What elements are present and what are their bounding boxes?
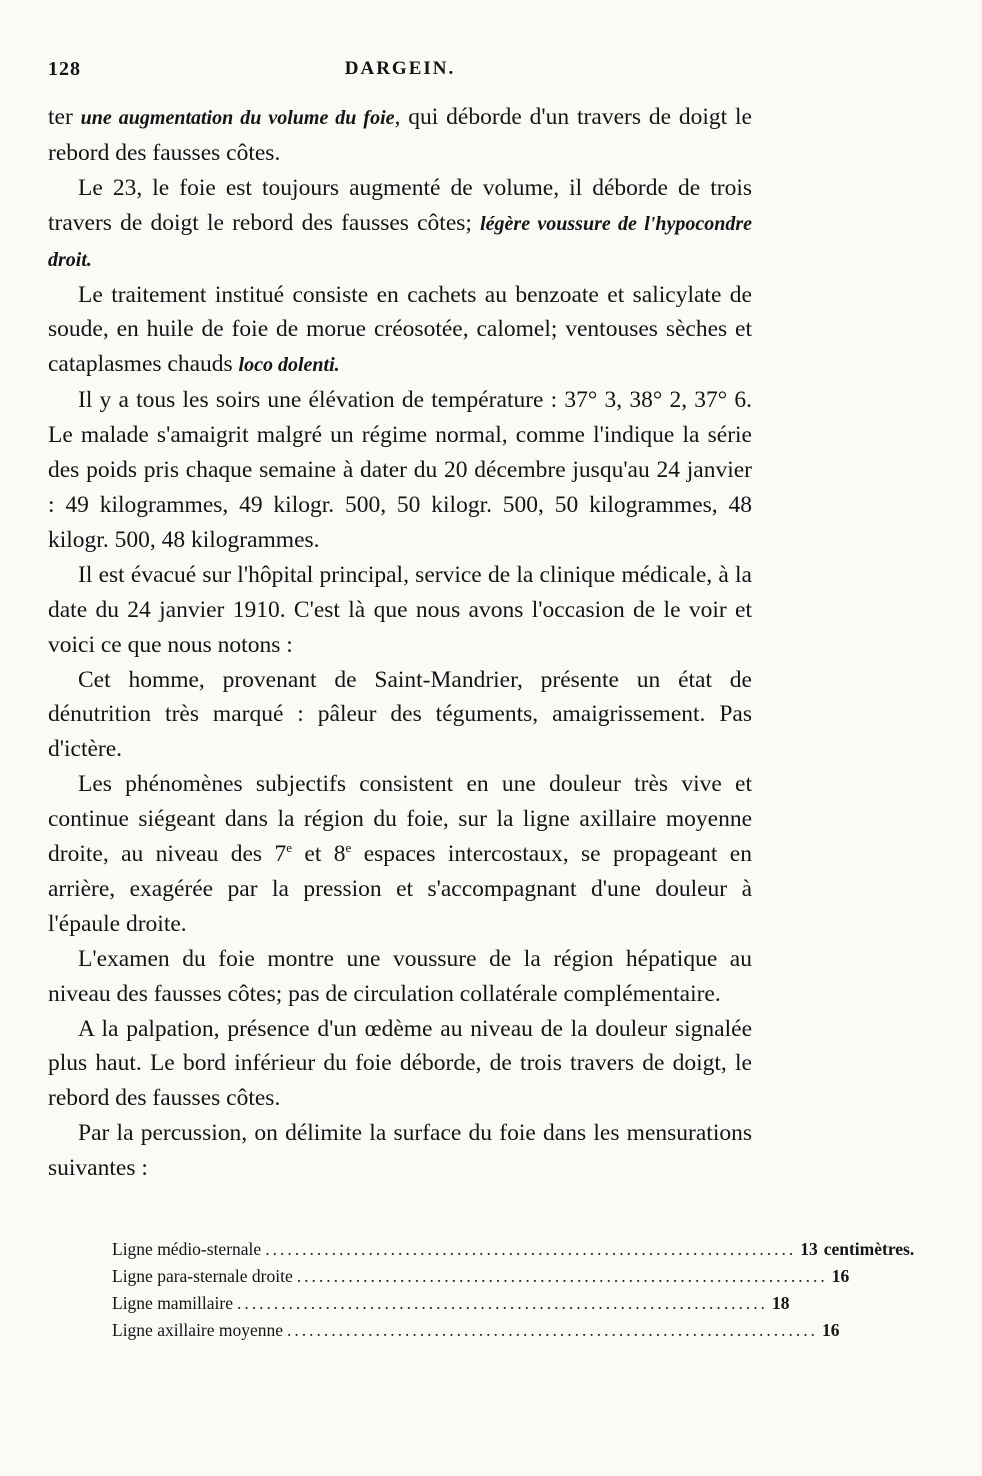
measurement-value — [822, 1317, 972, 1344]
measurement-value — [832, 1263, 982, 1290]
measurement-label: Ligne médio-sternale — [112, 1239, 262, 1259]
measurement-label: Ligne mamillaire — [112, 1293, 233, 1313]
leader-dots: ........................................................................ — [237, 1293, 768, 1313]
italic-text: légère voussure de l'hypocondre droit. — [48, 212, 752, 271]
paragraph — [48, 663, 752, 768]
measurement-value — [772, 1290, 922, 1317]
paragraph — [48, 767, 752, 942]
page-header — [48, 58, 752, 88]
text-run: Cet homme, provenant de Saint-Mandrier, présente un état de dénutrition très marqué : pâleur des téguments, amaigrissement. Pas d'ictère. — [48, 666, 752, 763]
measurement-unit: centimètres. — [823, 1239, 915, 1259]
paragraph — [48, 558, 752, 663]
measurement-number: 18 — [772, 1293, 790, 1313]
leader-dots: ........................................................................ — [265, 1239, 797, 1259]
italic-text: loco dolenti. — [238, 354, 340, 377]
text-run: , qui déborde d'un travers de doigt le rebord des fausses côtes. — [48, 104, 752, 166]
text-run: Le traitement institué consiste en cachets au benzoate et salicylate de soude, en huile de foie de morue créosotée, calomel; ventouses sèches et cataplasmes chauds — [48, 281, 752, 378]
measurement-number: 13 — [800, 1239, 818, 1259]
measurement-row — [112, 1236, 915, 1263]
text-run: espaces intercostaux, se propageant en arrière, exagérée par la pression et s'accompagnant d'une douleur à l'épaule droite. — [48, 841, 752, 937]
page-number: 128 — [48, 58, 81, 80]
text-run: Il est évacué sur l'hôpital principal, service de la clinique médicale, à la date du 24 janvier 1910. C'est là que nous avons l'occasion de le voir et voici ce que nous notons : — [48, 561, 752, 658]
leader-dots: ........................................................................ — [287, 1320, 819, 1340]
measurements-table — [112, 1236, 915, 1344]
text-run: et 8 — [292, 841, 346, 868]
body-text — [48, 100, 752, 1186]
text-run: ter — [48, 104, 81, 130]
measurement-value — [800, 1236, 950, 1263]
text-run: Le 23, le foie est toujours augmenté de volume, il déborde de trois travers de doigt le rebord des fausses côtes; — [48, 174, 752, 236]
measurement-label: Ligne axillaire moyenne — [112, 1320, 284, 1340]
paragraph — [48, 171, 752, 278]
text-run: L'examen du foie montre une voussure de la région hépatique au niveau des fausses côtes; pas de circulation collatérale complémentaire. — [48, 945, 752, 1007]
text-run: Il y a tous les soirs une élévation de température : 37° 3, 38° 2, 37° 6. Le malade s'amaigrit malgré un régime normal, comme l'indique la série des poids pris chaque semaine à dater du 20 décembre jusqu'au 24 janvier : 49 kilogrammes, 49 kilogr. 500, 50 kilogr. 500, 50 kilogrammes, 48 kilogr. 500, 48 kilogrammes. — [48, 387, 752, 553]
paragraph — [48, 278, 752, 384]
measurement-number: 16 — [822, 1320, 840, 1340]
text-run: A la palpation, présence d'un œdème au niveau de la douleur signalée plus haut. Le bord inférieur du foie déborde, de trois travers de doigt, le rebord des fausses côtes. — [48, 1015, 752, 1112]
paragraph — [48, 100, 752, 171]
paragraph — [48, 383, 752, 558]
paragraph — [48, 1012, 752, 1117]
measurement-row — [112, 1290, 790, 1317]
measurement-row — [112, 1317, 840, 1344]
measurement-number: 16 — [831, 1266, 850, 1286]
superscript: e — [345, 840, 352, 856]
text-run: Par la percussion, on délimite la surface du foie dans les mensurations suivantes : — [48, 1120, 752, 1182]
italic-text: une augmentation du volume du foie — [80, 107, 395, 129]
running-head: DARGEIN. — [344, 58, 456, 79]
text-run: Les phénomènes subjectifs consistent en une douleur très vive et continue siégeant dans la région du foie, sur la ligne axillaire moyenne droite, au niveau des 7 — [48, 771, 752, 868]
measurement-label: Ligne para-sternale droite — [112, 1266, 293, 1286]
paragraph — [48, 942, 752, 1012]
paragraph — [48, 1116, 752, 1186]
leader-dots: ........................................................................ — [296, 1266, 828, 1286]
measurement-row — [112, 1263, 850, 1290]
superscript: e — [286, 840, 292, 856]
